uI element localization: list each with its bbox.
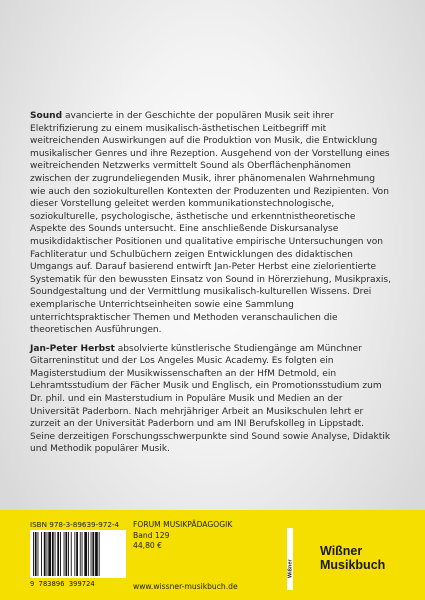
blurb-paragraph-book [30,110,392,337]
barcode-bar [71,532,72,576]
barcode-bar [92,532,94,576]
barcode-bar [44,532,46,576]
barcode-bar [35,532,37,576]
barcode-bar [48,532,51,576]
blurb-paragraph-author [30,343,392,456]
barcode-bar [47,532,48,576]
barcode-bar [65,532,67,576]
isbn-label: ISBN 978-3-89639-972-4 [30,520,120,529]
barcode-bar [52,532,54,576]
series-volume: Band 129 [133,530,170,540]
barcode-bar [95,532,98,576]
series-title: FORUM MUSIKPÄDAGOGIK [133,520,233,529]
publisher-logo-text [320,545,385,572]
barcode-digits: 9 783896 399724 [30,580,95,588]
barcode-bar [88,532,89,576]
logo-line-1: Wißner [320,544,363,558]
lead-word-sound: Sound [30,111,63,121]
blurb [30,110,392,462]
barcode-bar [38,532,39,576]
barcode-bar [60,532,61,576]
barcode-bar [74,532,75,576]
barcode-bar [80,532,81,576]
series-info [133,520,232,552]
logo-side-text: Wißner [287,559,294,578]
barcode-bar [64,532,65,576]
barcode-bar [55,532,56,576]
barcode-bar [33,532,34,576]
barcode-bar [41,532,42,576]
barcode-bar [84,532,87,576]
author-bio: absolvierte künstlerische Studiengänge am Münchner Gitarreninstitut und der Los Angeles Music Academy. Es folgten ein Magisterstudium der Musikwissenschaften an der HfM Detmold, ein Lehramtsstudium der Fächer Musik und Englisch, ein Promotionsstudium zum Dr. phil. und ein Masterstudium in Populäre Musik und Medien an der Universität Paderborn. Nach mehrjähriger Arbeit an Musikschulen lehrt er zurzeit an der Universität Paderborn und am INI Berufskolleg in Lippstadt. Seine derzeitigen Forschungsschwerpunkte sind Sound sowie Analyse, Didaktik und Methodik populärer Musik. [30,343,391,455]
barcode-icon [30,530,126,578]
barcode-bar [57,532,59,576]
publisher-url: www.wissner-musikbuch.de [133,582,238,591]
barcode-bar [91,532,92,576]
publisher-logo-icon [283,528,313,590]
barcode-bar [99,532,100,576]
author-name: Jan-Peter Herbst [30,343,115,354]
logo-line-2: Musikbuch [320,557,386,572]
blurb-text-book: avancierte in der Geschichte der populären Musik seit ihrer Elektrifizierung zu einem musikalisch-ästhetischen Leitbegriff mit weitreichenden Auswirkungen auf die Produktion von Musik, die Entwicklung musikalischer Genres und ihre Rezeption. Ausgehend von der Vorstellung eines weitreichenden Netzwerks vermittelt Sound als Oberflächenphänomen zwischen der zugrundeliegenden Musik, ihrer phänomenalen Wahrnehmung wie auch den soziokulturellen Kontexten der Produzenten und Rezipienten. Von dieser Vorstellung geleitet werden kommunikationstechnologische, soziokulturelle, psychologische, ästhetische und erkenntnistheoretische Aspekte des Sounds untersucht. Eine anschließende Diskursanalyse musikdidaktischer Positionen und qualitative empirische Untersuchungen von Fachliteratur und Schulbüchern zeigen Entwicklungen des didaktischen Umgangs auf. Darauf basierend entwirft Jan-Peter Herbst eine zielorientierte Systematik für den bewussten Einsatz von Sound in Hörerziehung, Musikpraxis, Soundgestaltung und der Vermittlung musikalisch-kulturellen Wissens. Drei exemplarische Unterrichtseinheiten sowie eine Sammlung unterrichtspraktischer Themen und Methoden veranschaulichen die theoretischen Ausführungen. [30,111,391,336]
barcode-bar [82,532,83,576]
barcode-bar [76,532,78,576]
price: 44,80 € [133,541,162,550]
barcode-bar [68,532,69,576]
